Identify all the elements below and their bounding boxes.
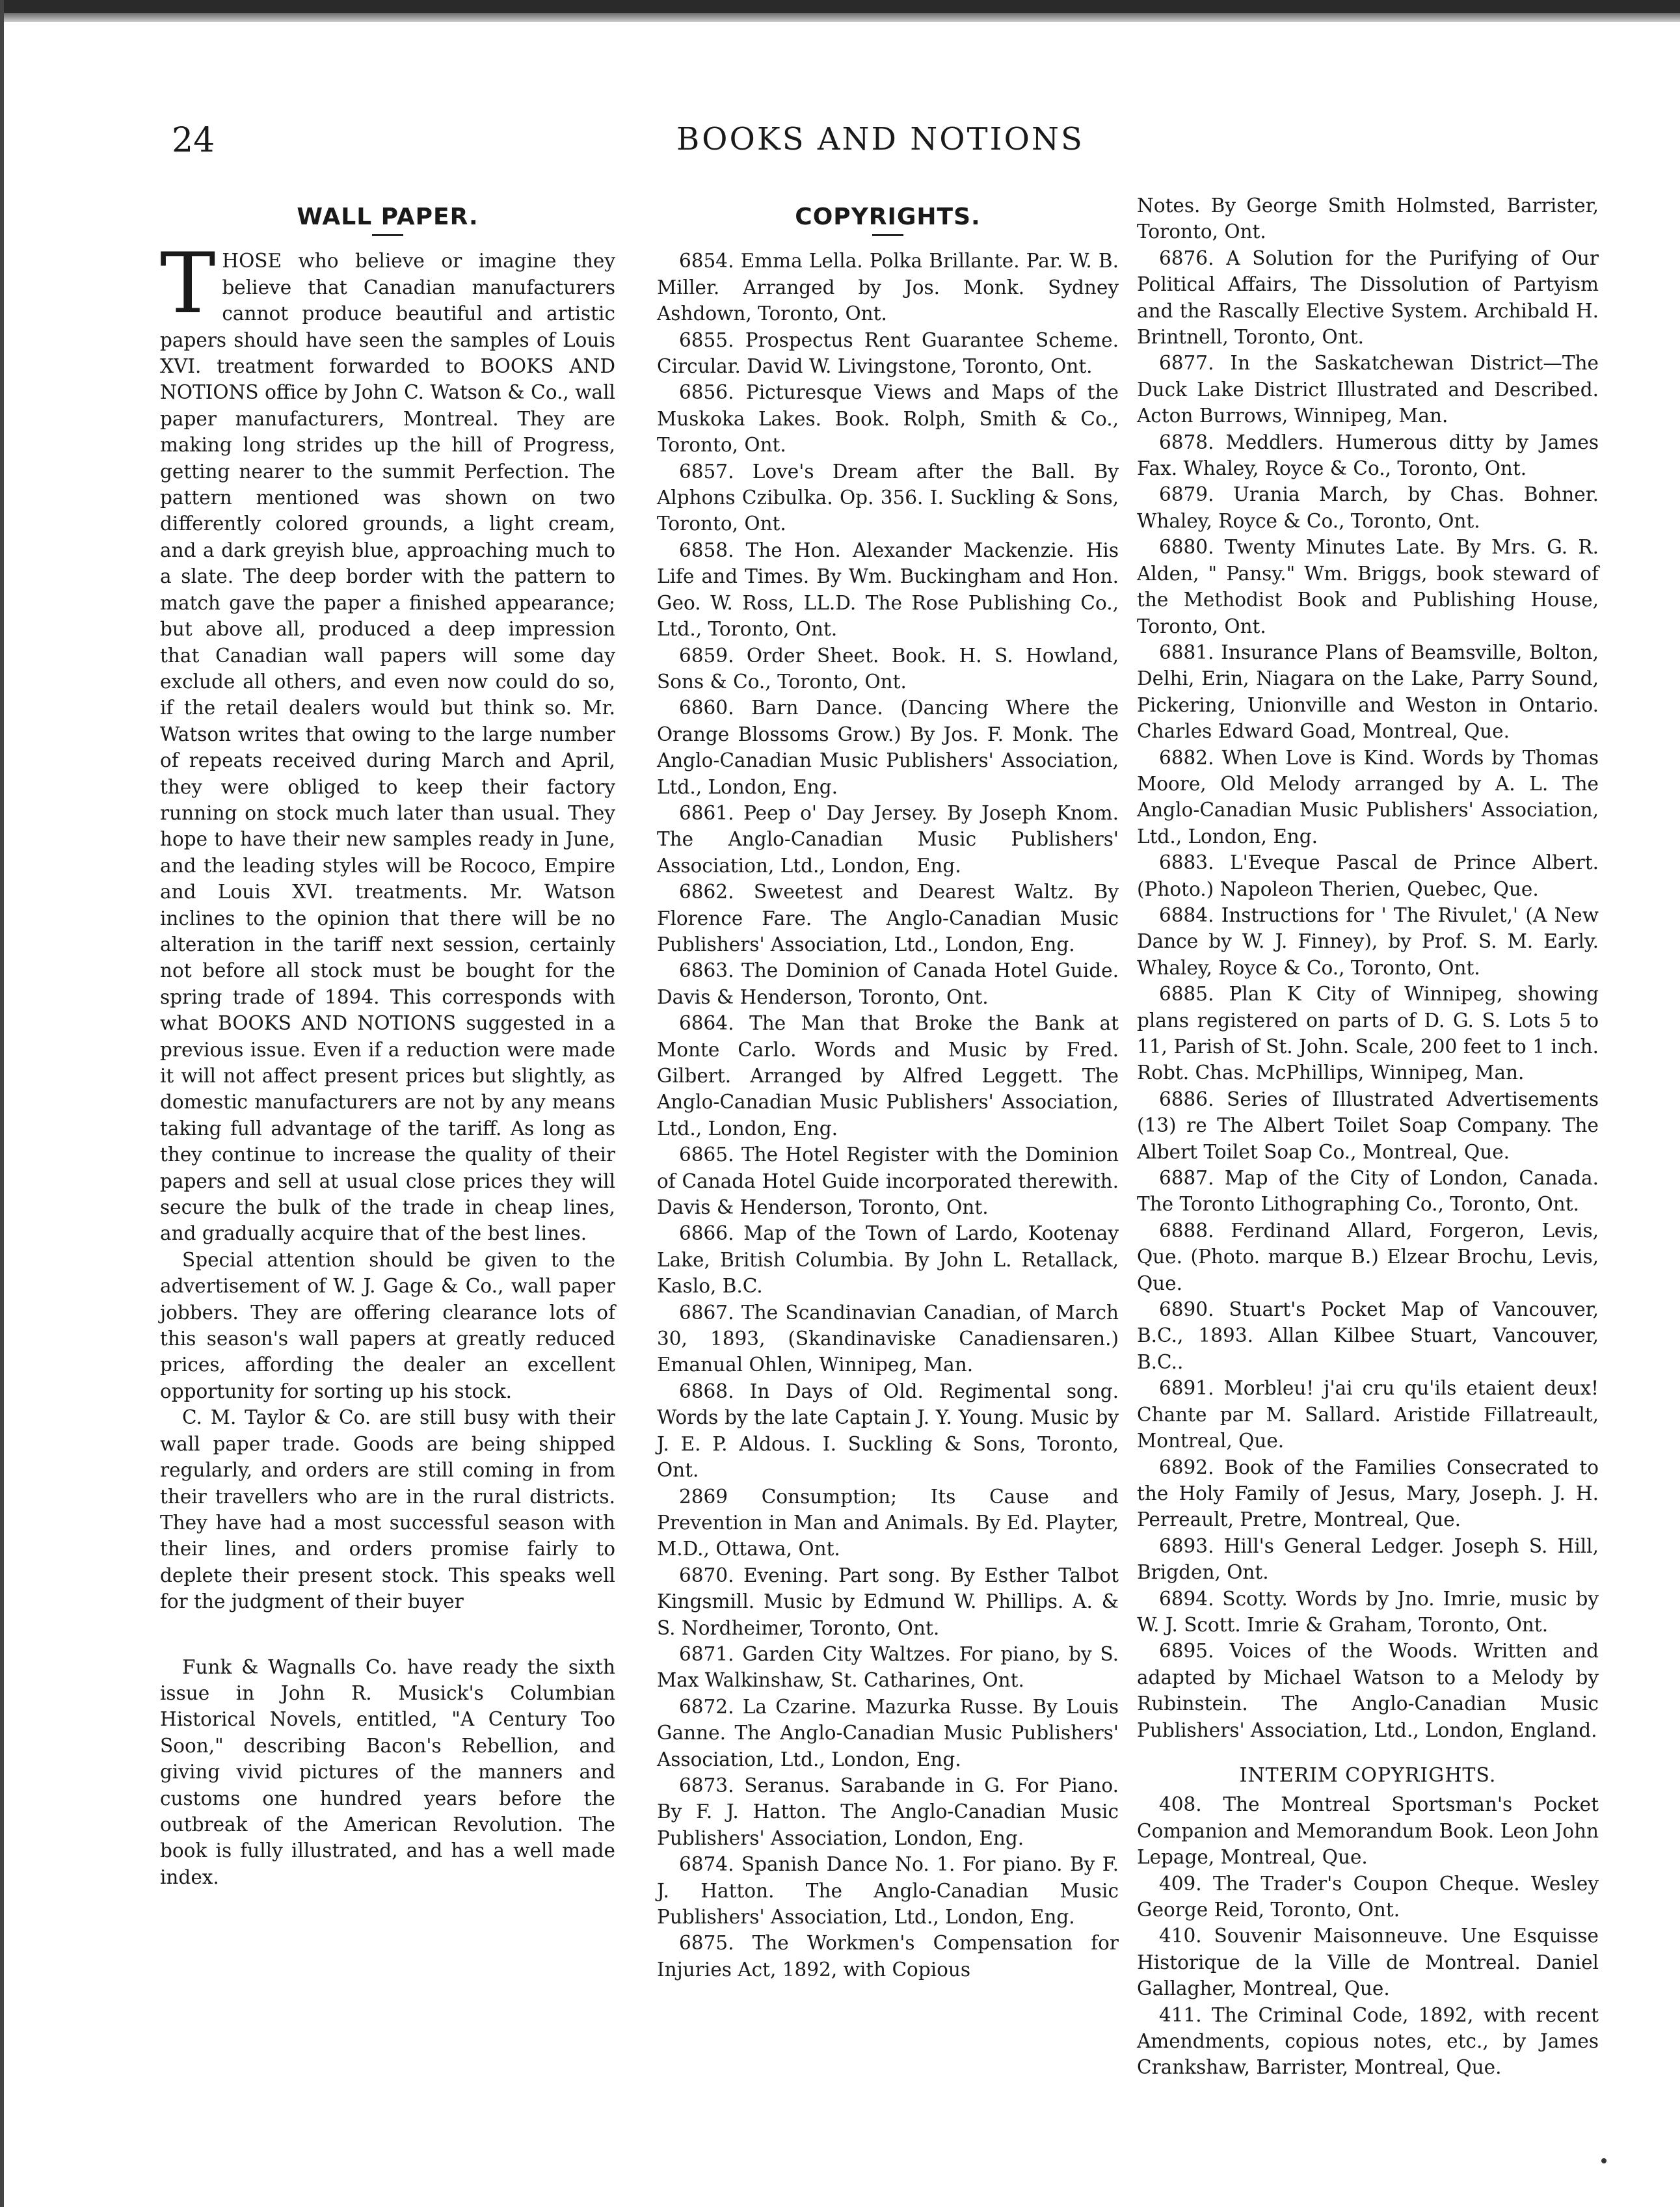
copyright-entry: 6864. The Man that Broke the Bank at Monte Carlo. Words and Music by Fred. Gilbert. Arranged by Alfred Leggett. The Anglo-Canadian Music Publishers' Association, Ltd., London, Eng. [657,1012,1119,1140]
copyright-entry: 6868. In Days of Old. Regimental song. Words by the late Captain J. Y. Young. Music by J. E. P. Aldous. I. Suckling & Sons, Toronto, Ont. [657,1380,1119,1482]
copyright-entry: Notes. By George Smith Holmsted, Barrister, Toronto, Ont. [1137,194,1599,243]
copyright-entry: 6857. Love's Dream after the Ball. By Alphons Czibulka. Op. 356. I. Suckling & Sons, Toronto, Ont. [657,460,1119,535]
copyright-entry: 6854. Emma Lella. Polka Brillante. Par. W. B. Miller. Arranged by Jos. Monk. Sydney Ashdown, Toronto, Ont. [657,250,1119,325]
copyright-entry: 6874. Spanish Dance No. 1. For piano. By F. J. Hatton. The Anglo-Canadian Music Publishers' Association, Ltd., London, Eng. [657,1853,1119,1928]
column-copyrights [657,195,1119,1983]
copyright-entry: 6871. Garden City Waltzes. For piano, by S. Max Walkinshaw, St. Catharines, Ont. [657,1642,1119,1692]
scan-left-edge [0,0,4,2207]
column-wall-paper [160,195,615,1890]
publication-title: BOOKS AND NOTIONS [676,121,1084,157]
column-copyrights-continued [1137,193,1599,2081]
interim-copyright-list [1137,1791,1599,2080]
copyright-entry: 6891. Morbleu! j'ai cru qu'ils etaient deux! Chante par M. Sallard. Aristide Fillatreault, Montreal, Que. [1137,1377,1599,1452]
copyright-entry: 6892. Book of the Families Consecrated to the Holy Family of Jesus, Mary, Joseph. J. H. Perreault, Pretre, Montreal, Que. [1137,1456,1599,1531]
copyright-entry: 6860. Barn Dance. (Dancing Where the Orange Blossoms Grow.) By Jos. F. Monk. The Anglo-Canadian Music Publishers' Association, Ltd., London, Eng. [657,697,1119,798]
wall-paper-paragraph-2: Special attention should be given to the advertisement of W. J. Gage & Co., wall paper jobbers. They are offering clearance lots of this season's wall papers at greatly reduced prices, affording the dealer an excellent opportunity for sorting up his stock. [160,1248,615,1402]
copyright-entry: 6883. L'Eveque Pascal de Prince Albert. (Photo.) Napoleon Therien, Quebec, Que. [1137,851,1599,900]
copyright-entry: 6855. Prospectus Rent Guarantee Scheme. Circular. David W. Livingstone, Toronto, Ont. [657,328,1119,378]
copyright-entry: 6888. Ferdinand Allard, Forgeron, Levis, Que. (Photo. marque B.) Elzear Brochu, Levis, Que. [1137,1219,1599,1294]
wall-paper-paragraph-4: Funk & Wagnalls Co. have ready the sixth issue in John R. Musick's Columbian Historical Novels, entitled, "A Century Too Soon," describing Bacon's Rebellion, and giving vivid pictures of the manners and customs one hundred years before the outbreak of the American Revolution. The book is fully illustrated, and has a well made index. [160,1655,615,1888]
copyright-entry: 6872. La Czarine. Mazurka Russe. By Louis Ganne. The Anglo-Canadian Music Publishers' Association, Ltd., London, Eng. [657,1695,1119,1771]
copyright-entry: 6886. Series of Illustrated Advertisements (13) re The Albert Toilet Soap Company. The Albert Toilet Soap Co., Montreal, Que. [1137,1088,1599,1163]
copyright-entry: 6876. A Solution for the Purifying of Our Political Affairs, The Dissolution of Partyism and the Rascally Elective System. Archibald H. Brintnell, Toronto, Ont. [1137,247,1599,349]
copyright-entry: 6894. Scotty. Words by Jno. Imrie, music by W. J. Scott. Imrie & Graham, Toronto, Ont. [1137,1587,1599,1636]
copyright-entry: 6880. Twenty Minutes Late. By Mrs. G. R. Alden, " Pansy." Wm. Briggs, book steward of the Methodist Book and Publishing House, Toronto, Ont. [1137,536,1599,637]
wall-paper-heading: WALL PAPER. [297,204,479,230]
copyright-list [657,248,1119,1983]
copyright-entry: 408. The Montreal Sportsman's Pocket Companion and Memorandum Book. Leon John Lepage, Montreal, Que. [1137,1793,1599,1869]
copyright-entry: 6873. Seranus. Sarabande in G. For Piano. By F. J. Hatton. The Anglo-Canadian Music Publishers' Association, London, Eng. [657,1774,1119,1849]
copyright-entry: 6866. Map of the Town of Lardo, Kootenay Lake, British Columbia. By John L. Retallack, Kaslo, B.C. [657,1222,1119,1298]
copyright-entry: 6856. Picturesque Views and Maps of the Muskoka Lakes. Book. Rolph, Smith & Co., Toronto, Ont. [657,381,1119,457]
copyright-entry: 6859. Order Sheet. Book. H. S. Howland, Sons & Co., Toronto, Ont. [657,644,1119,693]
copyright-entry: 6885. Plan K City of Winnipeg, showing plans registered on parts of D. G. S. Lots 5 to 11, Parish of St. John. Scale, 200 feet to 1 inch. Robt. Chas. McPhillips, Winnipeg, Man. [1137,983,1599,1084]
copyright-entry: 6875. The Workmen's Compensation for Injuries Act, 1892, with Copious [657,1932,1119,1981]
copyrights-heading: COPYRIGHTS. [795,204,981,230]
copyright-entry: 6882. When Love is Kind. Words by Thomas Moore, Old Melody arranged by A. L. The Anglo-Canadian Music Publishers' Association, Ltd., London, Eng. [1137,746,1599,848]
copyright-entry: 6863. The Dominion of Canada Hotel Guide. Davis & Henderson, Toronto, Ont. [657,959,1119,1008]
copyright-entry: 6878. Meddlers. Humerous ditty by James Fax. Whaley, Royce & Co., Toronto, Ont. [1137,431,1599,480]
copyright-entry: 6890. Stuart's Pocket Map of Vancouver, B.C., 1893. Allan Kilbee Stuart, Vancouver, B.C.. [1137,1298,1599,1373]
copyright-entry: 6870. Evening. Part song. By Esther Talbot Kingsmill. Music by Edmund W. Phillips. A. & S. Nordheimer, Toronto, Ont. [657,1564,1119,1639]
heading-rule [372,234,403,236]
copyright-entry: 6895. Voices of the Woods. Written and adapted by Michael Watson to a Melody by Rubinstein. The Anglo-Canadian Music Publishers' Association, Ltd., London, England. [1137,1640,1599,1741]
copyright-entry: 6862. Sweetest and Dearest Waltz. By Florence Fare. The Anglo-Canadian Music Publishers' Association, Ltd., London, Eng. [657,881,1119,956]
copyright-entry: 6879. Urania March, by Chas. Bohner. Whaley, Royce & Co., Toronto, Ont. [1137,483,1599,532]
copyright-entry: 6867. The Scandinavian Canadian, of March 30, 1893, (Skandinaviske Canadiensaren.) Emanual Ohlen, Winnipeg, Man. [657,1301,1119,1376]
copyright-entry: 410. Souvenir Maisonneuve. Une Esquisse Historique de la Ville de Montreal. Daniel Gallagher, Montreal, Que. [1137,1925,1599,2000]
copyright-entry: 6865. The Hotel Register with the Dominion of Canada Hotel Guide incorporated therewith. Davis & Henderson, Toronto, Ont. [657,1144,1119,1219]
interim-copyrights-heading: INTERIM COPYRIGHTS. [1239,1763,1497,1787]
heading-rule [872,234,903,236]
copyright-entry: 6887. Map of the City of London, Canada. The Toronto Lithographing Co., Toronto, Ont. [1137,1167,1599,1216]
scan-top-border [0,0,1680,13]
copyright-entry: 411. The Criminal Code, 1892, with recent Amendments, copious notes, etc., by James Crankshaw, Barrister, Montreal, Que. [1137,2003,1599,2079]
page-number: 24 [172,121,215,160]
copyright-entry: 6861. Peep o' Day Jersey. By Joseph Knom. The Anglo-Canadian Music Publishers' Association, Ltd., London, Eng. [657,801,1119,877]
wall-paper-paragraph-1: HOSE who believe or imagine they believe that Canadian manufacturers cannot produce beautiful and artistic papers should have seen the samples of Louis XVI. treatment forwarded to BOOKS AND NOTIONS office by John C. Watson & Co., wall paper manufacturers, Montreal. They are making long strides up the hill of Progress, getting nearer to the summit Perfection. The pattern mentioned was shown on two differently colored grounds, a light cream, and a dark greyish blue, approaching much to a slate. The deep border with the pattern to match gave the paper a finished appearance; but above all, produced a deep impression that Canadian wall papers will some day exclude all others, and even now could do so, if the retail dealers would but think so. Mr. Watson writes that owing to the large number of repeats received during March and April, they were obliged to keep their factory running on stock much later than usual. They hope to have their new samples ready in June, and the leading styles will be Rococo, Empire and Louis XVI. treatments. Mr. Watson inclines to the opinion that there will be no alteration in the tariff next session, certainly not before all stock must be bought for the spring trade of 1894. This corresponds with what BOOKS AND NOTIONS suggested in a previous issue. Even if a reduction were made it will not affect present prices but slightly, as domestic manufacturers are not by any means taking full advantage of the tariff. As long as they continue to increase the quality of their papers and sell at usual close prices they will secure the bulk of the trade in cheap lines, and gradually acquire that of the best lines. [160,250,615,1245]
paragraph-gap [160,1615,615,1654]
copyright-continued-list [1137,193,1599,1743]
copyright-entry: 409. The Trader's Coupon Cheque. Wesley George Reid, Toronto, Ont. [1137,1872,1599,1921]
copyright-entry: 6884. Instructions for ' The Rivulet,' (A New Dance by W. J. Finney), by Prof. S. M. Early. Whaley, Royce & Co., Toronto, Ont. [1137,903,1599,979]
wall-paper-paragraph-3: C. M. Taylor & Co. are still busy with their wall paper trade. Goods are being shipped regularly, and orders are still coming in from their travellers who are in the rural districts. They have had a most successful season with their lines, and orders promise fairly to deplete their present stock. This speaks well for the judgment of their buyer [160,1406,615,1613]
copyright-entry: 6877. In the Saskatchewan District—The Duck Lake District Illustrated and Described. Acton Burrows, Winnipeg, Man. [1137,352,1599,427]
copyright-entry: 6858. The Hon. Alexander Mackenzie. His Life and Times. By Wm. Buckingham and Hon. Geo. W. Ross, LL.D. The Rose Publishing Co., Ltd., Toronto, Ont. [657,539,1119,641]
copyright-entry: 6893. Hill's General Ledger. Joseph S. Hill, Brigden, Ont. [1137,1534,1599,1584]
scan-top-shadow [0,13,1680,22]
wall-paper-lead-paragraph [160,235,615,1246]
copyright-entry: 6881. Insurance Plans of Beamsville, Bolton, Delhi, Erin, Niagara on the Lake, Parry Sound, Pickering, Unionville and Weston in Ontario. Charles Edward Goad, Montreal, Que. [1137,641,1599,743]
scan-speck [1601,2158,1607,2163]
copyright-entry: 2869 Consumption; Its Cause and Prevention in Man and Animals. By Ed. Playter, M.D., Ottawa, Ont. [657,1485,1119,1560]
drop-cap: T [160,235,216,333]
